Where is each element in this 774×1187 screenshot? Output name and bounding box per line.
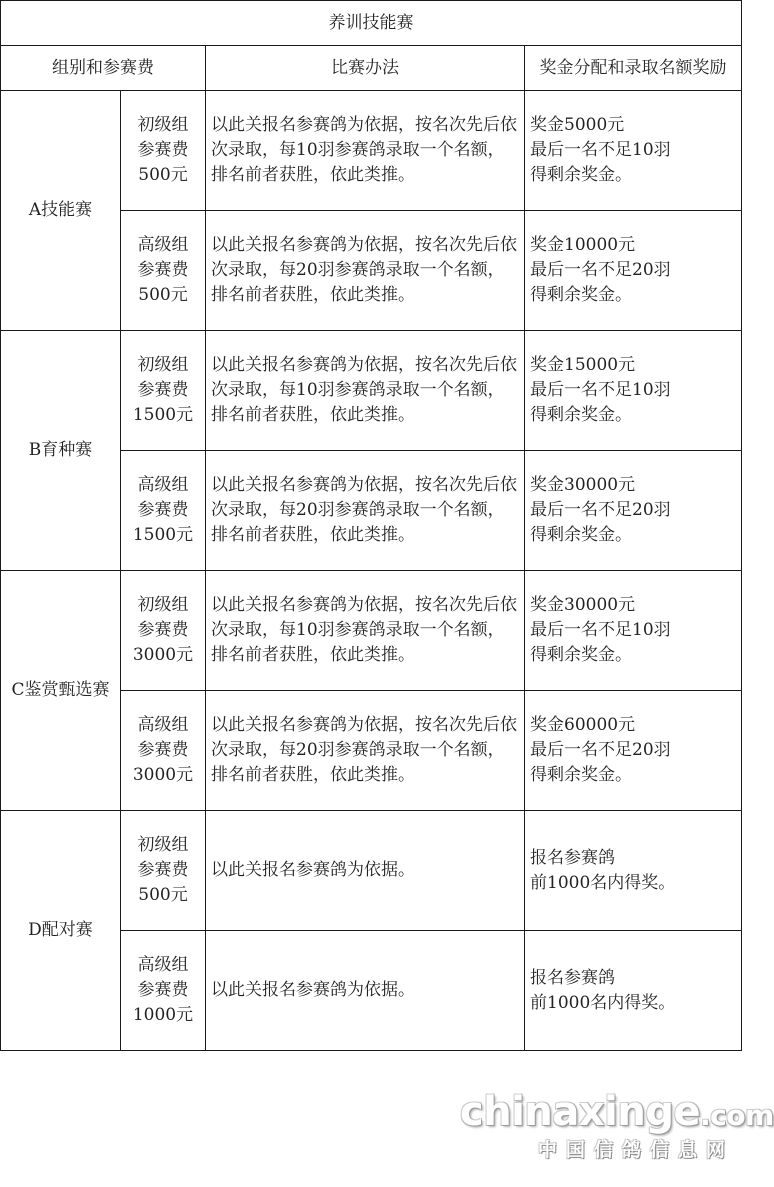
site-watermark bbox=[460, 1088, 774, 1168]
header-prize: 奖金分配和录取名额奖励 bbox=[525, 46, 742, 91]
watermark-site-name: 中国信鸽信息网 bbox=[538, 1139, 735, 1161]
prize-cell: 奖金30000元 最后一名不足20羽 得剩余奖金。 bbox=[525, 451, 742, 571]
method-cell: 以此关报名参赛鸽为依据，按名次先后依次录取，每20羽参赛鸽录取一个名额，排名前者获胜，依此类推。 bbox=[206, 211, 525, 331]
header-method: 比赛办法 bbox=[206, 46, 525, 91]
method-cell: 以此关报名参赛鸽为依据，按名次先后依次录取，每10羽参赛鸽录取一个名额，排名前者获胜，依此类推。 bbox=[206, 331, 525, 451]
table-title-row bbox=[1, 1, 742, 46]
prize-cell: 奖金30000元 最后一名不足10羽 得剩余奖金。 bbox=[525, 571, 742, 691]
watermark-domain-suffix: .com bbox=[700, 1099, 774, 1132]
table-row bbox=[1, 571, 742, 691]
method-cell: 以此关报名参赛鸽为依据，按名次先后依次录取，每10羽参赛鸽录取一个名额，排名前者获胜，依此类推。 bbox=[206, 571, 525, 691]
group-name-b: B育种赛 bbox=[1, 331, 121, 571]
level-fee-cell: 高级组 参赛费 1000元 bbox=[121, 931, 206, 1051]
level-fee-cell: 高级组 参赛费 1500元 bbox=[121, 451, 206, 571]
prize-cell: 奖金60000元 最后一名不足20羽 得剩余奖金。 bbox=[525, 691, 742, 811]
method-cell: 以此关报名参赛鸽为依据，按名次先后依次录取，每20羽参赛鸽录取一个名额，排名前者获胜，依此类推。 bbox=[206, 451, 525, 571]
table-row bbox=[1, 331, 742, 451]
watermark-domain-text: chinaxinge bbox=[460, 1089, 701, 1135]
level-fee-cell: 初级组 参赛费 3000元 bbox=[121, 571, 206, 691]
prize-cell: 奖金5000元 最后一名不足10羽 得剩余奖金。 bbox=[525, 91, 742, 211]
group-name-d: D配对赛 bbox=[1, 811, 121, 1051]
watermark-domain bbox=[460, 1088, 774, 1140]
level-fee-cell: 高级组 参赛费 500元 bbox=[121, 211, 206, 331]
level-fee-cell: 初级组 参赛费 500元 bbox=[121, 91, 206, 211]
header-group-fee: 组别和参赛费 bbox=[1, 46, 206, 91]
group-name-c: C鉴赏甄选赛 bbox=[1, 571, 121, 811]
method-cell: 以此关报名参赛鸽为依据，按名次先后依次录取，每10羽参赛鸽录取一个名额，排名前者获胜，依此类推。 bbox=[206, 91, 525, 211]
prize-cell: 奖金15000元 最后一名不足10羽 得剩余奖金。 bbox=[525, 331, 742, 451]
table-header-row bbox=[1, 46, 742, 91]
table-row bbox=[1, 91, 742, 211]
table-title: 养训技能赛 bbox=[1, 1, 742, 46]
prize-cell: 奖金10000元 最后一名不足20羽 得剩余奖金。 bbox=[525, 211, 742, 331]
method-cell: 以此关报名参赛鸽为依据。 bbox=[206, 931, 525, 1051]
method-cell: 以此关报名参赛鸽为依据，按名次先后依次录取，每20羽参赛鸽录取一个名额，排名前者获胜，依此类推。 bbox=[206, 691, 525, 811]
level-fee-cell: 初级组 参赛费 1500元 bbox=[121, 331, 206, 451]
prize-cell: 报名参赛鸽 前1000名内得奖。 bbox=[525, 811, 742, 931]
level-fee-cell: 高级组 参赛费 3000元 bbox=[121, 691, 206, 811]
group-name-a: A技能赛 bbox=[1, 91, 121, 331]
table-row bbox=[1, 811, 742, 931]
method-cell: 以此关报名参赛鸽为依据。 bbox=[206, 811, 525, 931]
prize-cell: 报名参赛鸽 前1000名内得奖。 bbox=[525, 931, 742, 1051]
level-fee-cell: 初级组 参赛费 500元 bbox=[121, 811, 206, 931]
